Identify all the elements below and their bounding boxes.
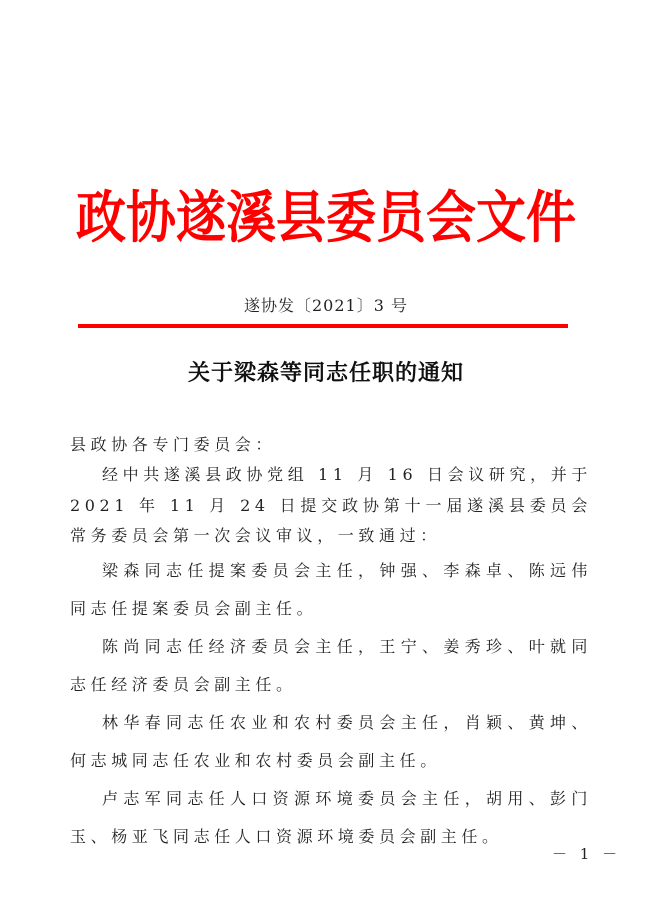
paragraph-appointment-economy: 陈尚同志任经济委员会主任，王宁、姜秀珍、叶就同志任经济委员会副主任。 — [70, 636, 592, 694]
body-text — [70, 430, 592, 856]
salutation: 县政协各专门委员会： — [70, 435, 277, 454]
masthead-title: 政协遂溪县委员会文件 — [76, 184, 576, 251]
page-number: － 1 － — [552, 845, 622, 863]
document-number: 遂协发〔2021〕3 号 — [244, 296, 408, 315]
paragraph-intro: 经中共遂溪县政协党组 11 月 16 日会议研究，并于 2021 年 11 月 24 日提交政协第十一届遂溪县委员会常务委员会第一次会议审议，一致通过： — [70, 465, 592, 545]
paragraph-appointment-environment: 卢志军同志任人口资源环境委员会主任，胡用、彭门玉、杨亚飞同志任人口资源环境委员会副主任。 — [70, 788, 592, 846]
notice-title: 关于梁森等同志任职的通知 — [187, 361, 464, 386]
paragraph-appointment-agriculture: 林华春同志任农业和农村委员会主任，肖颖、黄坤、何志城同志任农业和农村委员会副主任。 — [70, 712, 592, 770]
paragraph-appointment-proposals: 梁森同志任提案委员会主任，钟强、李森卓、陈远伟同志任提案委员会副主任。 — [70, 560, 592, 618]
red-divider — [78, 324, 568, 328]
